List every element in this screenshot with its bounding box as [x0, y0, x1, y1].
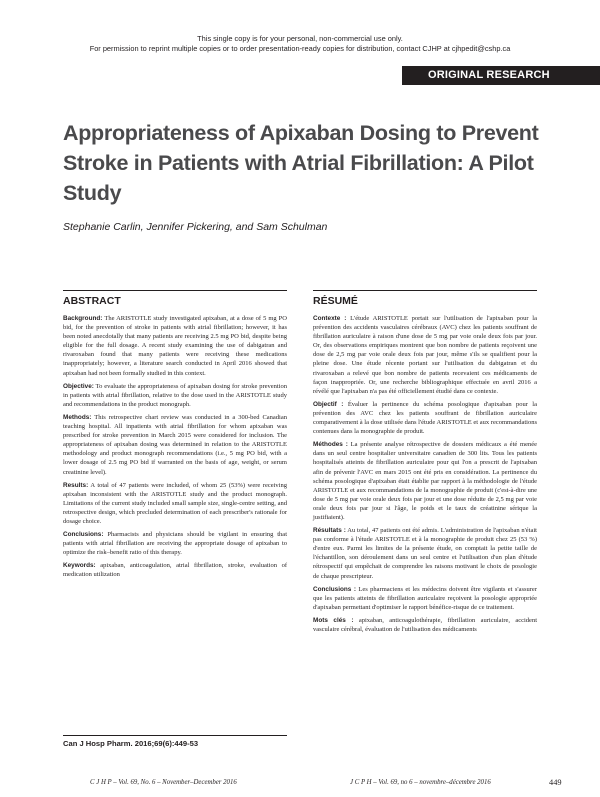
- abstract-keywords: [63, 561, 287, 579]
- abstract-conclusions: [63, 530, 287, 557]
- resume-mots-cles: [313, 616, 537, 634]
- section-text: Les pharmaciens et les médecins doivent être vigilants et s'assurer que les patients atteints de fibrillation auriculaire reçoivent la posologie appropriée d'apixaban permettant d'optimiser le rapport bénéfice-risque de ce traitement.: [313, 585, 537, 611]
- footer-right: J C P H – Vol. 69, no 6 – novembre–décembre 2016: [350, 779, 491, 786]
- section-label: Résultats :: [313, 527, 346, 535]
- section-label: Conclusions :: [313, 585, 357, 593]
- section-text: L'étude ARISTOTLE portait sur l'utilisation de l'apixaban pour la prévention des accidents vasculaires cérébraux (AVC) chez les patients souffrant de fibrillation auriculaire à raison d'une dose de 5 mg par voie orale deux fois par jour. Or, des observations empiriques montrent que bon nombre de patients reçoivent une dose de 2,5 mg par voie orale deux fois par jour, même s'ils se qualifient pour la pleine dose. Une étude récente portant sur l'utilisation du dabigatran et du rivaroxaban a relevé que bon nombre de patients recevaient ces médicaments de façon inappropriée. Or, une recherche bibliographique effectuée en avril 2016 a révélé que l'apixaban n'a pas été officiellement étudié dans ce contexte.: [313, 315, 537, 395]
- section-label: Background:: [63, 315, 103, 322]
- copyright-notice-line-2: For permission to reprint multiple copies or to order presentation-ready copies for distribution, contact CJHP at cjhpedit@cshp.ca: [89, 44, 511, 53]
- section-text: This retrospective chart review was conducted in a 300-bed Canadian teaching hospital. All inpatients with atrial fibrillation for whom apixaban was prescribed for stroke prevention in March 2015 were considered for inclusion. The appropriateness of apixaban dosing was determined in relation to the ARISTOTLE methodology and product monograph recommendations (i.e., 5 mg PO bid, with a lower dosage of 2.5 mg PO bid if warranted on the basis of age, weight, or serum creatinine level).: [63, 413, 287, 476]
- section-text: apixaban, anticoagulothérapie, fibrillation auriculaire, accident vasculaire cérébral, évaluation de l'utilisation des médicaments: [313, 616, 537, 633]
- abstract-methods: [63, 413, 287, 477]
- section-label: Results:: [63, 481, 89, 489]
- section-text: Pharmacists and physicians should be vigilant in ensuring that patients with atrial fibrillation are receiving the appropriate dosage of apixaban to optimize the risk–benefit ratio of this therapy.: [63, 531, 288, 557]
- abstract-background: [63, 314, 287, 378]
- section-text: Évaluer la pertinence du schéma posologique d'apixaban pour la prévention des AVC chez les patients souffrant de fibrillation auriculaire comparativement à la dose utilisée dans l'étude ARISTOTLE et aux recommandations contenues dans la monographie de produit.: [313, 400, 538, 436]
- section-label: Contexte :: [313, 315, 347, 322]
- section-label: Mots clés :: [313, 616, 354, 624]
- section-text: To evaluate the appropriateness of apixaban dosing for stroke prevention in patients with atrial fibrillation, relative to the dose used in the ARISTOTLE study and recommendations in the product monograph.: [63, 382, 287, 408]
- resume-heading: RÉSUMÉ: [313, 290, 537, 310]
- resume-resultats: [313, 526, 537, 581]
- section-text: A total of 47 patients were included, of whom 25 (53%) were receiving apixaban inconsistent with the ARISTOTLE study and the product monograph. Limitations of the current study included small sample size, single-centre setting, and retrospective design, which precluded determination of each prescriber's rationale for dosage choice.: [63, 481, 287, 525]
- resume-methodes: [313, 440, 537, 522]
- author-list: Stephanie Carlin, Jennifer Pickering, and Sam Schulman: [63, 221, 328, 233]
- article-title: Appropriateness of Apixaban Dosing to Prevent Stroke in Patients with Atrial Fibrillation: A Pilot Study: [63, 121, 539, 205]
- abstract-objective: [63, 382, 287, 409]
- section-text: Au total, 47 patients ont été admis. L'administration de l'apixaban n'était pas conforme à l'étude ARISTOTLE et à la monographie de produit chez 25 (53 %) d'entre eux. Parmi les limites de la présente étude, on comptait la petite taille de l'échantillon, son déroulement dans un seul centre et l'utilisation d'un plan d'étude rétrospectif qui empêchait de comprendre les raisons motivant le choix de posologie de chaque prescripteur.: [313, 527, 537, 580]
- copyright-notice-line-1: This single copy is for your personal, non-commercial use only.: [197, 34, 403, 43]
- section-label: Objective:: [63, 382, 94, 390]
- footer-left: C J H P – Vol. 69, No. 6 – November–December 2016: [90, 779, 237, 786]
- section-label: Méthodes :: [313, 441, 348, 449]
- section-label: Conclusions:: [63, 531, 104, 539]
- abstract-results: [63, 481, 287, 526]
- page-number: 449: [549, 778, 562, 787]
- resume-objectif: [313, 400, 537, 436]
- section-label: Objectif :: [313, 400, 344, 408]
- section-text: La présente analyse rétrospective de dossiers médicaux a été menée dans un seul centre hospitalier universitaire canadien de 300 lits. Tous les patients hospitalisés atteints de fibrillation auriculaire pour qui l'on a prescrit de l'apixaban afin de prévenir l'AVC en mars 2015 ont été pris en considération. La pertinence du schéma posologique d'apixaban était établie par rapport à la méthodologie de l'étude ARISTOTLE et aux recommandations de la monographie de produit (c'est-à-dire une dose de 5 mg par voie orale deux fois par jour et une dose réduite de 2,5 mg par voie orale deux fois par jour si l'âge, le poids et le taux de créatinine sérique la justifiaient).: [313, 441, 537, 521]
- resume-column: [313, 290, 537, 634]
- abstract-heading: ABSTRACT: [63, 290, 287, 310]
- section-text: The ARISTOTLE study investigated apixaban, at a dose of 5 mg PO bid, for the prevention of stroke in patients with atrial fibrillation; however, it has been noted anecdotally that many patients are receiving 2.5 mg PO bid, despite being eligible for the full dosage. A recent study examining the use of dabigatran and rivaroxaban found that many patients were receiving these medications inappropriately; however, a literature search conducted in April 2016 showed that apixaban had not been formally studied in this context.: [63, 315, 287, 377]
- section-text: apixaban, anticoagulation, atrial fibrillation, stroke, evaluation of medication utilization: [63, 562, 288, 579]
- abstract-column: [63, 290, 287, 580]
- resume-contexte: [313, 314, 537, 396]
- section-label: Keywords:: [63, 562, 96, 570]
- section-tag: ORIGINAL RESEARCH: [402, 66, 600, 85]
- resume-conclusions: [313, 585, 537, 612]
- section-label: Methods:: [63, 413, 92, 421]
- journal-citation: Can J Hosp Pharm. 2016;69(6):449-53: [63, 735, 287, 748]
